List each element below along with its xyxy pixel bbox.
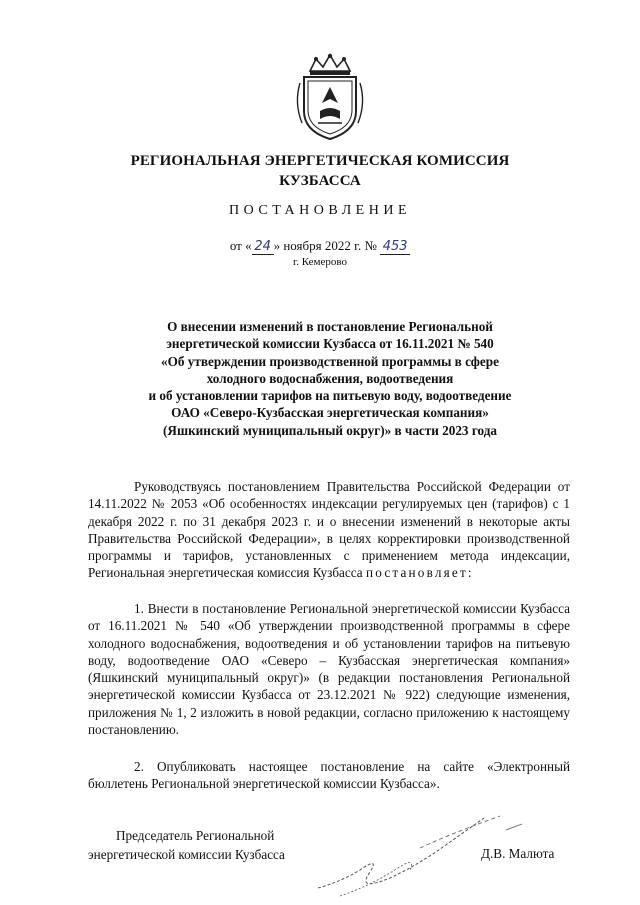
organization-title-line1: РЕГИОНАЛЬНАЯ ЭНЕРГЕТИЧЕСКАЯ КОМИССИЯ — [130, 153, 510, 169]
date-prefix: от « — [229, 238, 252, 253]
document-number-handwritten: 453 — [380, 240, 410, 255]
signatory-title-line1: Председатель Региональной — [116, 828, 275, 843]
signatory-title — [88, 826, 285, 864]
preamble-text: Руководствуясь постановлением Правительства Российской Федерации от 14.11.2022 № 2053 «Об особенностях индексации регулируемых цен (тарифов) с 1 декабря 2022 г. по 31 декабря 2023 г. и о внесении изменений в некоторые акты Правительства Российской Федерации», в целях корректировки производственной программы и тарифов, установленных с применением метода индексации, Региональная энергетическая комиссия Кузбасса — [88, 479, 570, 581]
document-subject — [80, 318, 580, 439]
city: г. Кемерово — [292, 256, 348, 268]
subject-line: энергетической комиссии Кузбасса от 16.11.2021 № 540 — [166, 336, 494, 352]
signatory-name: Д.В. Малюта — [481, 846, 555, 861]
document-type: ПОСТАНОВЛЕНИЕ — [228, 203, 412, 218]
date-middle: » ноября 2022 г. № — [273, 238, 377, 253]
body-paragraph-item-2: 2. Опубликовать настоящее постановление на сайте «Электронный бюллетень Региональной энергетической комиссии Кузбасса». — [88, 759, 570, 792]
organization-title-line2: КУЗБАССА — [279, 173, 361, 189]
subject-line: и об установлении тарифов на питьевую воду, водоотведение — [148, 388, 512, 404]
body-paragraph-preamble — [88, 478, 570, 582]
subject-line: (Яшкинский муниципальный округ)» в части 2023 года — [163, 422, 497, 438]
subject-line: ОАО «Северо-Кузбасская энергетическая компания» — [171, 405, 489, 421]
body-paragraph-item-1: 1. Внести в постановление Региональной энергетической комиссии Кузбасса от 16.11.2021 № 540 «Об утверждении производственной программы в сфере холодного водоснабжения, водоотведения и об установлении тарифов на питьевую воду, водоотведение ОАО «Северо – Кузбасская энергетическая компания» (Яшкинский муниципальный округ)» (в редакции постановления Региональной энергетической комиссии Кузбасса от 23.12.2021 № 922) следующие изменения, приложения № 1, 2 изложить в новой редакции, согласно приложению к настоящему постановлению. — [88, 601, 570, 738]
subject-line: «Об утверждении производственной программы в сфере — [161, 353, 499, 369]
subject-line: О внесении изменений в постановление Региональной — [167, 319, 493, 334]
date-line — [0, 238, 640, 255]
coat-of-arms-emblem — [290, 53, 370, 141]
resolve-word: постановляет: — [365, 565, 474, 581]
signatory-title-line2: энергетической комиссии Кузбасса — [88, 847, 285, 862]
date-day-handwritten: 24 — [252, 240, 274, 255]
subject-line: холодного водоснабжения, водоотведения — [206, 370, 454, 386]
